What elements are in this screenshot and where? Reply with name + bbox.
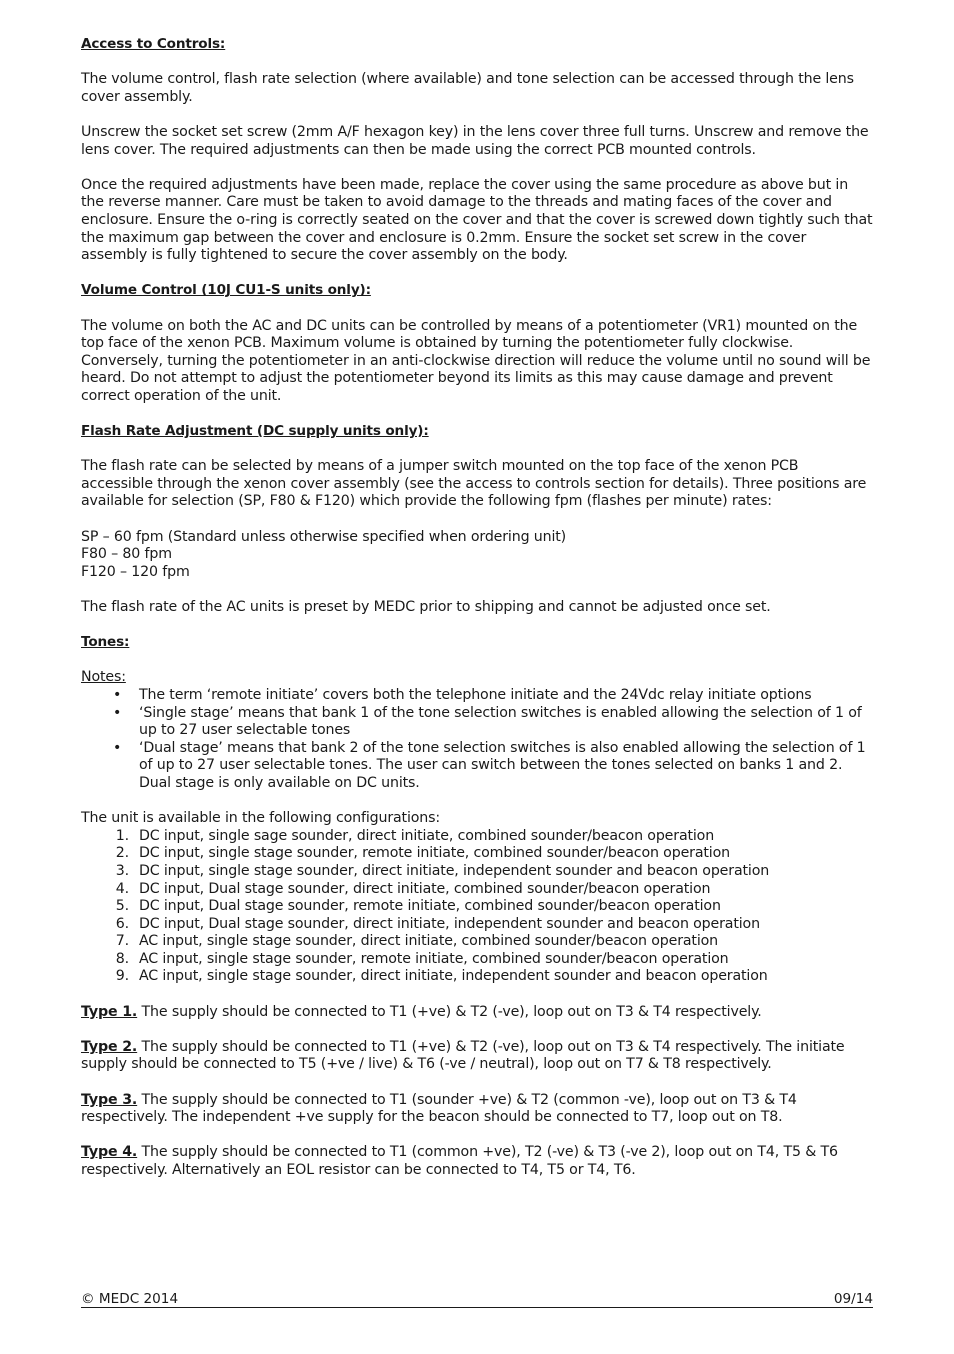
config-item	[115, 845, 873, 863]
config-item	[115, 968, 873, 986]
tones-heading: Tones:	[81, 634, 130, 651]
config-number: 8.	[115, 950, 129, 967]
flash-rate-list	[81, 529, 873, 582]
flash-paragraph-2: The flash rate of the AC units is preset by MEDC prior to shipping and cannot be adjusted once set.	[81, 599, 771, 615]
config-number: 1.	[115, 827, 129, 844]
type-2-label: Type 2.	[81, 1038, 138, 1055]
flash-rate-item: F80 – 80 fpm	[81, 546, 172, 563]
type-4-text: The supply should be connected to T1 (common +ve), T2 (-ve) & T3 (-ve 2), loop out on T4, T5 & T6 respectively. Alternatively an EOL resistor can be connected to T4, T5 or T4, T6.	[81, 1144, 838, 1178]
footer-divider	[81, 1307, 873, 1308]
access-paragraph-1: The volume control, flash rate selection (where available) and tone selection can be accessed through the lens cover assembly.	[81, 71, 854, 105]
config-item	[115, 950, 873, 969]
footer-date-code: 09/14	[833, 1291, 873, 1307]
notes-list	[81, 687, 873, 793]
access-paragraph-3: Once the required adjustments have been made, replace the cover using the same procedure as above but in the reverse manner. Care must be taken to avoid damage to the threads and mating faces of the cover and enclosure. Ensure the o-ring is correctly seated on the cover and that the cover is screwed down tightly such that the maximum gap between the cover and enclosure is 0.2mm. Ensure the socket set screw in the cover assembly is fully tightened to secure the cover assembly on the body.	[81, 176, 873, 264]
type-3-paragraph	[81, 1092, 873, 1127]
config-text: DC input, Dual stage sounder, remote initiate, combined sounder/beacon operation	[139, 898, 721, 915]
type-2-paragraph	[81, 1039, 873, 1074]
type-3-label: Type 3.	[81, 1091, 138, 1108]
config-item	[115, 933, 873, 951]
volume-paragraph: The volume on both the AC and DC units can be controlled by means of a potentiometer (VR1) mounted on the top face of the xenon PCB. Maximum volume is obtained by turning the potentiometer fully clockwise. Conversely, turning the potentiometer in an anti-clockwise direction will reduce the volume until no sound will be heard. Do not attempt to adjust the potentiometer beyond its limits as this may cause damage and prevent correct operation of the unit.	[81, 317, 871, 404]
document-page	[81, 36, 873, 1197]
note-item: • ‘Dual stage’ means that bank 2 of the tone selection switches is also enabled allowing the selection of 1 of up to 27 user selectable tones. The user can switch between the tones selected on banks 1 and 2. Dual stage is only available on DC units.	[139, 740, 873, 793]
notes-label: Notes:	[81, 669, 126, 686]
config-number: 3.	[115, 862, 129, 879]
note-item: • ‘Single stage’ means that bank 1 of the tone selection switches is enabled allowing the selection of 1 of up to 27 user selectable tones	[139, 705, 873, 740]
type-4-paragraph	[81, 1144, 873, 1179]
type-1-label: Type 1.	[81, 1003, 138, 1020]
config-item	[115, 862, 873, 881]
flash-paragraph-1: The flash rate can be selected by means of a jumper switch mounted on the top face of the xenon PCB accessible through the xenon cover assembly (see the access to controls section for details). Three positions are available for selection (SP, F80 & F120) which provide the following fpm (flashes per minute) rates:	[81, 458, 867, 510]
configs-intro: The unit is available in the following configurations:	[81, 810, 440, 827]
config-text: AC input, single stage sounder, direct initiate, combined sounder/beacon operation	[139, 933, 719, 950]
configs-list	[81, 828, 873, 986]
note-item: • The term ‘remote initiate’ covers both the telephone initiate and the 24Vdc relay initiate options	[139, 687, 873, 705]
access-heading: Access to Controls:	[81, 36, 226, 52]
footer-copyright: © MEDC 2014	[81, 1291, 179, 1307]
volume-heading: Volume Control (10J CU1-S units only):	[81, 282, 371, 299]
config-number: 6.	[115, 915, 129, 932]
type-4-label: Type 4.	[81, 1144, 138, 1161]
config-item	[115, 880, 873, 899]
config-text: DC input, single sage sounder, direct initiate, combined sounder/beacon operation	[139, 827, 715, 844]
config-number: 7.	[115, 933, 129, 950]
config-text: DC input, single stage sounder, remote initiate, combined sounder/beacon operation	[139, 845, 730, 862]
type-1-paragraph	[81, 1004, 873, 1022]
config-text: DC input, Dual stage sounder, direct initiate, combined sounder/beacon operation	[139, 880, 711, 897]
config-text: AC input, single stage sounder, remote initiate, combined sounder/beacon operation	[139, 950, 729, 967]
access-paragraph-2: Unscrew the socket set screw (2mm A/F hexagon key) in the lens cover three full turns. Unscrew and remove the lens cover. The required adjustments can then be made using the correct PCB mounted controls.	[81, 123, 869, 158]
flash-rate-item: F120 – 120 fpm	[81, 563, 190, 580]
flash-heading: Flash Rate Adjustment (DC supply units only):	[81, 423, 429, 440]
config-item	[115, 898, 873, 916]
config-number: 4.	[115, 880, 129, 897]
config-number: 5.	[115, 898, 129, 915]
type-1-text: The supply should be connected to T1 (+ve) & T2 (-ve), loop out on T3 & T4 respectively.	[137, 1003, 762, 1020]
config-text: DC input, single stage sounder, direct initiate, independent sounder and beacon operation	[139, 862, 770, 879]
config-text: DC input, Dual stage sounder, direct initiate, independent sounder and beacon operation	[139, 915, 760, 932]
config-item	[115, 915, 873, 934]
type-3-text: The supply should be connected to T1 (sounder +ve) & T2 (common -ve), loop out on T3 & T4 respectively. The independent +ve supply for the beacon should be connected to T7, loop out on T8.	[81, 1091, 797, 1126]
type-2-text: The supply should be connected to T1 (+ve) & T2 (-ve), loop out on T3 & T4 respectively. The initiate supply should be connected to T5 (+ve / live) & T6 (-ve / neutral), loop out on T7 & T8 respectively.	[81, 1038, 845, 1073]
config-number: 2.	[115, 845, 129, 862]
config-number: 9.	[115, 968, 129, 985]
flash-rate-item: SP – 60 fpm (Standard unless otherwise specified when ordering unit)	[81, 528, 567, 545]
config-item	[115, 827, 873, 846]
config-text: AC input, single stage sounder, direct initiate, independent sounder and beacon operation	[139, 968, 768, 985]
